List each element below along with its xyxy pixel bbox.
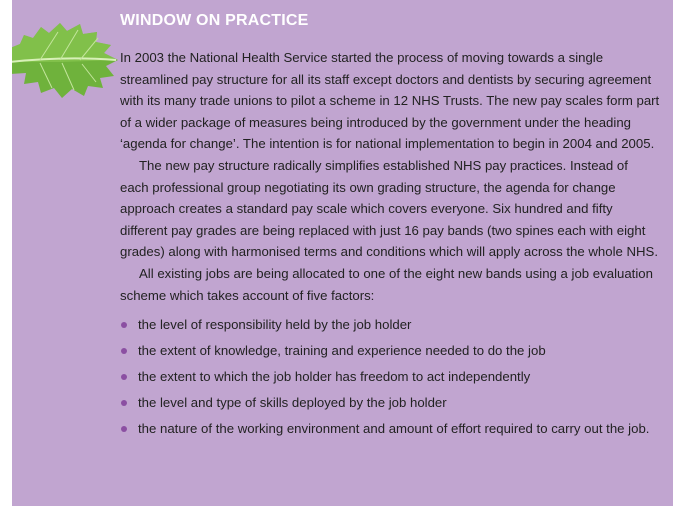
paragraph-pay-structure: The new pay structure radically simplifies established NHS pay practices. Instead of each professional group negotiating its own grading structure, the agenda for change approach creates a standard pay scale which covers everyone. Six hundred and fifty different pay grades are being replaced with just 16 pay bands (two spines each with eight grades) along with harmonised terms and conditions which will apply across the whole NHS. xyxy=(120,157,659,260)
list-item xyxy=(120,314,660,336)
factor-text: the nature of the working environment and amount of effort required to carry out the job. xyxy=(138,421,650,437)
paragraph-job-evaluation: All existing jobs are being allocated to one of the eight new bands using a job evaluation scheme which takes account of five factors: xyxy=(120,265,653,303)
factor-text: the extent to which the job holder has freedom to act independently xyxy=(138,369,531,385)
bullet-icon xyxy=(121,426,127,432)
leaf-icon xyxy=(12,18,120,100)
factor-list xyxy=(120,314,660,440)
box-heading: WINDOW ON PRACTICE xyxy=(120,12,309,29)
box-body xyxy=(120,47,660,444)
bullet-icon xyxy=(121,400,127,406)
list-item xyxy=(120,366,660,388)
factor-text: the level of responsibility held by the job holder xyxy=(138,317,412,333)
bullet-icon xyxy=(121,322,127,328)
factor-text: the level and type of skills deployed by the job holder xyxy=(138,395,447,411)
paragraph-intro: In 2003 the National Health Service started the process of moving towards a single streamlined pay structure for all its staff except doctors and dentists by securing agreement with its many trade unions to pilot a scheme in 12 NHS Trusts. The new pay scales form part of a wider package of measures being introduced by the government under the heading ‘agenda for change’. The intention is for national implementation to begin in 2004 and 2005. xyxy=(120,50,660,152)
bullet-icon xyxy=(121,374,127,380)
list-item xyxy=(120,418,660,440)
list-item xyxy=(120,392,660,414)
list-item xyxy=(120,340,660,362)
factor-text: the extent of knowledge, training and experience needed to do the job xyxy=(138,343,546,359)
bullet-icon xyxy=(121,348,127,354)
window-on-practice-box xyxy=(12,0,673,506)
